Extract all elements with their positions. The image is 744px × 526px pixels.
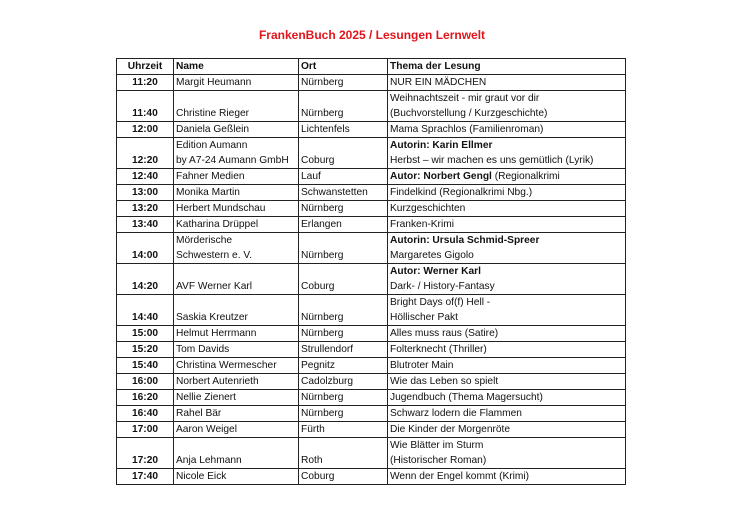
cell-time: 15:40 [117,358,174,374]
thema-line: Jugendbuch (Thema Magersucht) [390,392,543,403]
cell-time: 14:40 [117,295,174,326]
cell-name [174,358,299,374]
cell-thema [388,406,626,422]
cell-name [174,438,299,469]
name-line: Christine Rieger [176,108,250,119]
table-row [117,326,626,342]
cell-thema [388,469,626,485]
cell-name [174,406,299,422]
thema-line: Mama Sprachlos (Familienroman) [390,124,544,135]
thema-line: Dark- / History-Fantasy [390,281,495,292]
name-line: Schwestern e. V. [176,250,253,261]
cell-thema [388,217,626,233]
thema-line [390,169,623,184]
name-line: Tom Davids [176,344,230,355]
cell-time: 13:00 [117,185,174,201]
cell-thema [388,75,626,91]
table-row [117,438,626,469]
cell-time: 17:00 [117,422,174,438]
cell-thema [388,438,626,469]
cell-ort: Schwanstetten [299,185,388,201]
cell-thema [388,295,626,326]
cell-ort: Coburg [299,138,388,169]
cell-ort: Nürnberg [299,233,388,264]
cell-name [174,169,299,185]
cell-time: 15:20 [117,342,174,358]
thema-line: Schwarz lodern die Flammen [390,408,522,419]
cell-name [174,233,299,264]
name-line: Helmut Herrmann [176,328,257,339]
name-line: Monika Martin [176,187,240,198]
cell-thema [388,138,626,169]
thema-line: Weihnachtszeit - mir graut vor dir [390,93,540,104]
table-row [117,91,626,122]
cell-name [174,75,299,91]
cell-thema [388,233,626,264]
table-row [117,406,626,422]
cell-name [174,342,299,358]
table-header-row [117,59,626,75]
cell-ort: Nürnberg [299,406,388,422]
thema-line: Herbst – wir machen es uns gemütlich (Lyrik) [390,155,594,166]
name-line: Katharina Drüppel [176,219,259,230]
cell-time: 17:20 [117,438,174,469]
cell-name [174,185,299,201]
table-row [117,342,626,358]
table-row [117,469,626,485]
table-row [117,233,626,264]
cell-thema [388,374,626,390]
table-row [117,169,626,185]
table-row [117,75,626,91]
cell-time: 12:20 [117,138,174,169]
name-line: AVF Werner Karl [176,281,253,292]
cell-thema [388,91,626,122]
thema-line: Findelkind (Regionalkrimi Nbg.) [390,187,533,198]
cell-thema [388,185,626,201]
thema-author: Autorin: Karin Ellmer [390,140,493,151]
cell-time: 12:40 [117,169,174,185]
name-line: Aaron Weigel [176,424,237,435]
cell-ort: Nürnberg [299,91,388,122]
name-line: Fahner Medien [176,171,245,182]
cell-ort: Coburg [299,469,388,485]
cell-thema [388,122,626,138]
cell-time: 15:00 [117,326,174,342]
cell-ort: Pegnitz [299,358,388,374]
cell-ort: Lichtenfels [299,122,388,138]
cell-ort: Strullendorf [299,342,388,358]
thema-author: Autor: Werner Karl [390,266,481,277]
thema-line: Wenn der Engel kommt (Krimi) [390,471,530,482]
thema-line: Folterknecht (Thriller) [390,344,487,355]
table-body [117,75,626,485]
name-line: by A7-24 Aumann GmbH [176,155,289,166]
header-uhrzeit: Uhrzeit [117,59,174,75]
schedule-table [116,58,626,485]
cell-name [174,122,299,138]
cell-name [174,264,299,295]
cell-thema [388,201,626,217]
thema-line: (Historischer Roman) [390,455,487,466]
name-line: Rahel Bär [176,408,222,419]
table-row [117,217,626,233]
cell-time: 11:20 [117,75,174,91]
table-row [117,390,626,406]
name-line: Anja Lehmann [176,455,242,466]
cell-time: 13:20 [117,201,174,217]
cell-name [174,295,299,326]
cell-thema [388,358,626,374]
name-line: Daniela Geßlein [176,124,250,135]
thema-line: Die Kinder der Morgenröte [390,424,511,435]
name-line: Margit Heumann [176,77,252,88]
table-row [117,185,626,201]
cell-ort: Nürnberg [299,75,388,91]
name-line: Edition Aumann [176,140,248,151]
cell-time: 16:00 [117,374,174,390]
table-row [117,422,626,438]
cell-name [174,422,299,438]
cell-thema [388,264,626,295]
cell-ort: Coburg [299,264,388,295]
cell-ort: Lauf [299,169,388,185]
cell-ort: Nürnberg [299,326,388,342]
thema-line: Kurzgeschichten [390,203,466,214]
cell-time: 12:00 [117,122,174,138]
header-name: Name [174,59,299,75]
cell-thema [388,326,626,342]
document-title: FrankenBuch 2025 / Lesungen Lernwelt [258,28,486,42]
header-thema: Thema der Lesung [388,59,626,75]
thema-line: Alles muss raus (Satire) [390,328,499,339]
name-line: Saskia Kreutzer [176,312,248,323]
cell-name [174,91,299,122]
name-line: Mörderische [176,235,233,246]
cell-ort: Fürth [299,422,388,438]
cell-thema [388,390,626,406]
thema-line: NUR EIN MÄDCHEN [390,77,487,88]
cell-name [174,201,299,217]
cell-time: 14:20 [117,264,174,295]
name-line: Norbert Autenrieth [176,376,259,387]
table-row [117,295,626,326]
cell-ort: Cadolzburg [299,374,388,390]
cell-time: 14:00 [117,233,174,264]
header-ort: Ort [299,59,388,75]
cell-name [174,374,299,390]
name-line: Herbert Mundschau [176,203,266,214]
thema-line: (Buchvorstellung / Kurzgeschichte) [390,108,548,119]
thema-line: Franken-Krimi [390,219,454,230]
table-row [117,374,626,390]
thema-line: Wie Blätter im Sturm [390,440,484,451]
table-row [117,122,626,138]
cell-name [174,217,299,233]
cell-name [174,390,299,406]
thema-author: Autor: Norbert Gengl [390,171,492,182]
cell-thema [388,422,626,438]
name-line: Nicole Eick [176,471,227,482]
cell-time: 16:20 [117,390,174,406]
thema-line: Bright Days of(f) Hell - [390,297,491,308]
cell-ort: Roth [299,438,388,469]
cell-thema [388,169,626,185]
cell-ort: Nürnberg [299,390,388,406]
thema-line: Höllischer Pakt [390,312,458,323]
cell-name [174,469,299,485]
thema-author: Autorin: Ursula Schmid-Spreer [390,235,540,246]
cell-time: 16:40 [117,406,174,422]
cell-time: 13:40 [117,217,174,233]
table-row [117,358,626,374]
thema-rest: (Regionalkrimi [491,171,560,182]
thema-line: Wie das Leben so spielt [390,376,499,387]
cell-thema [388,342,626,358]
table-row [117,201,626,217]
cell-time: 11:40 [117,91,174,122]
thema-line: Margaretes Gigolo [390,250,474,261]
name-line: Nellie Zienert [176,392,237,403]
cell-ort: Nürnberg [299,201,388,217]
table-row [117,138,626,169]
name-line: Christina Wermescher [176,360,277,371]
table-row [117,264,626,295]
cell-ort: Erlangen [299,217,388,233]
thema-line: Blutroter Main [390,360,454,371]
cell-time: 17:40 [117,469,174,485]
cell-name [174,326,299,342]
cell-name [174,138,299,169]
cell-ort: Nürnberg [299,295,388,326]
